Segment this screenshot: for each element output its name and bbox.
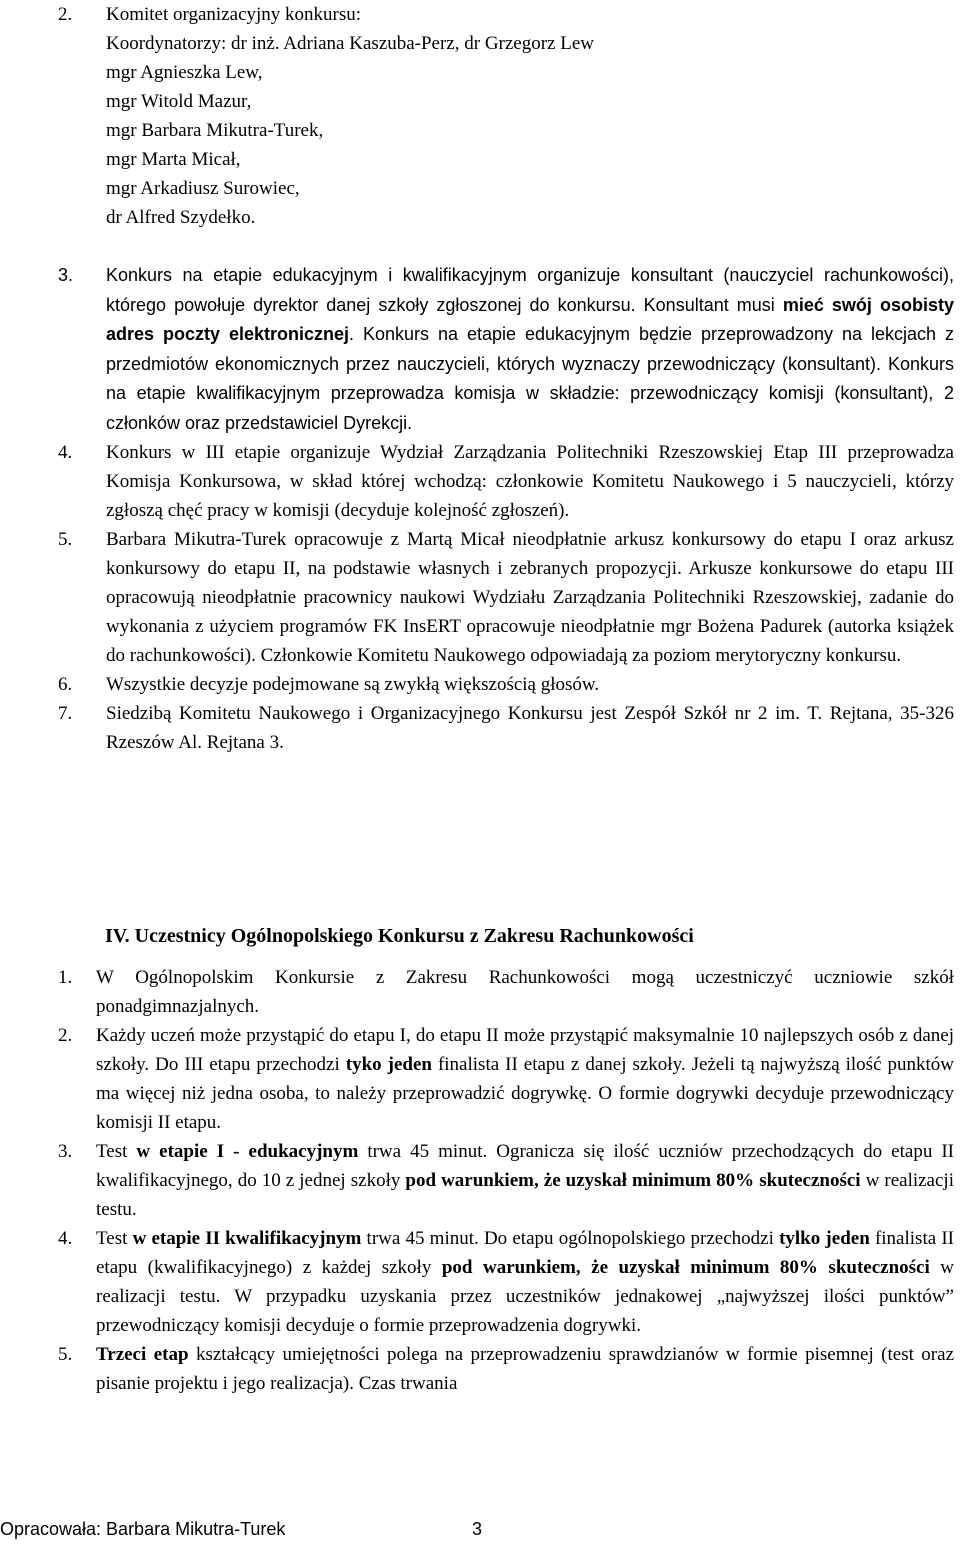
item-text bbox=[106, 261, 954, 438]
list-item-2 bbox=[58, 1021, 954, 1137]
text-run: finalista II etapu (kwalifikacyjnego) z każdej szkoły bbox=[96, 1228, 954, 1278]
item-text: Konkurs w III etapie organizuje Wydział Zarządzania Politechniki Rzeszowskiej Etap III przeprowadza Komisja Konkursowa, w skład której wchodzą: członkowie Komitetu Naukowego i 5 nauczycieli, którzy zgłoszą chęć pracy w komisji (decyduje kolejność zgłoszeń). bbox=[106, 442, 954, 521]
text-run: finalista II etapu z danej szkoły. Jeżeli tą najwyższą ilość punktów ma więcej niż jedna osoba, to należy przeprowadzić dogrywkę. O formie dogrywki decyduje przewodniczący komisji II etapu. bbox=[96, 1054, 954, 1133]
item-text bbox=[96, 1224, 954, 1340]
bold-run: pod warunkiem, że uzyskał minimum 80% skuteczności bbox=[441, 1257, 930, 1278]
item-number: 6. bbox=[58, 674, 73, 695]
committee-line: mgr Witold Mazur, bbox=[106, 91, 252, 112]
list-item-1 bbox=[58, 963, 954, 1021]
committee-line: mgr Arkadiusz Surowiec, bbox=[106, 178, 300, 199]
list-item-2 bbox=[58, 0, 954, 232]
bold-run: pod warunkiem, że uzyskał minimum 80% skuteczności bbox=[405, 1170, 861, 1191]
bold-run: w etapie I - edukacyjnym bbox=[136, 1141, 359, 1162]
text-run: Konkurs na etapie edukacyjnym i kwalifikacyjnym organizuje konsultant (nauczyciel rachunkowości), którego powołuje dyrektor danej szkoły zgłoszonej do konkursu. Konsultant musi bbox=[106, 265, 954, 315]
text-run: trwa 45 minut. Ogranicza się ilość uczniów przechodzących do etapu II kwalifikacyjnego, do 10 z jednej szkoły bbox=[96, 1141, 954, 1191]
bold-run: mieć swój osobisty adres poczty elektronicznej bbox=[106, 294, 954, 344]
item-number: 5. bbox=[58, 1344, 73, 1365]
item-number: 2. bbox=[58, 4, 73, 25]
item-number: 4. bbox=[58, 442, 73, 463]
item-text: Wszystkie decyzje podejmowane są zwykłą większością głosów. bbox=[106, 674, 600, 695]
item-text: Siedzibą Komitetu Naukowego i Organizacyjnego Konkursu jest Zespół Szkół nr 2 im. T. Rejtana, 35-326 Rzeszów Al. Rejtana 3. bbox=[106, 703, 954, 753]
item-text bbox=[96, 1340, 954, 1398]
committee-line: mgr Barbara Mikutra-Turek, bbox=[106, 120, 324, 141]
item-text: Barbara Mikutra-Turek opracowuje z Martą Micał nieodpłatnie arkusz konkursowy do etapu I oraz arkusz konkursowy do etapu II, na podstawie własnych i zebranych propozycji. Arkusze konkursowe do etapu III opracowują nieodpłatnie pracownicy naukowi Wydziału Zarządzania Politechniki Rzeszowskiej, zadanie do wykonania z użyciem programów FK InsERT opracowuje nieodpłatnie mgr Bożena Padurek (autorka książek do rachunkowości). Członkowie Komitetu Naukowego odpowiadają za poziom merytoryczny konkursu. bbox=[106, 529, 954, 666]
bold-run: Trzeci etap bbox=[96, 1344, 189, 1365]
text-run: w realizacji testu. bbox=[96, 1170, 954, 1220]
committee-line: mgr Agnieszka Lew, bbox=[106, 62, 263, 83]
text-run: Każdy uczeń może przystąpić do etapu I, do etapu II może przystąpić maksymalnie 10 najlepszych osób z danej szkoły. Do III etapu przechodzi bbox=[96, 1025, 954, 1075]
item-number: 3. bbox=[58, 265, 74, 285]
text-run: Test bbox=[96, 1141, 137, 1162]
item-number: 3. bbox=[58, 1141, 73, 1162]
organization-section bbox=[58, 0, 954, 757]
item-number: 7. bbox=[58, 703, 73, 724]
page-number: 3 bbox=[472, 1519, 483, 1539]
footer-author: Opracowała: Barbara Mikutra-Turek bbox=[0, 1519, 286, 1539]
text-run: trwa 45 minut. Do etapu ogólnopolskiego przechodzi bbox=[361, 1228, 780, 1249]
list-item-5 bbox=[58, 1340, 954, 1398]
bold-run: w etapie II kwalifikacyjnym bbox=[132, 1228, 362, 1249]
committee-line: Komitet organizacyjny konkursu: bbox=[106, 4, 362, 25]
list-item-6 bbox=[58, 670, 954, 699]
page-footer bbox=[0, 1519, 483, 1540]
committee-list bbox=[106, 0, 954, 232]
list-item-4 bbox=[58, 438, 954, 525]
text-run: kształcący umiejętności polega na przeprowadzeniu sprawdzianów w formie pisemnej (test oraz pisanie projektu i jego realizacja). Czas trwania bbox=[96, 1344, 955, 1394]
list-item-4 bbox=[58, 1224, 954, 1340]
section-heading: IV. Uczestnicy Ogólnopolskiego Konkursu z Zakresu Rachunkowości bbox=[105, 925, 694, 947]
list-item-3 bbox=[58, 261, 954, 438]
item-text: W Ogólnopolskim Konkursie z Zakresu Rachunkowości mogą uczestniczyć uczniowie szkół ponadgimnazjalnych. bbox=[96, 967, 954, 1017]
list-item-5 bbox=[58, 525, 954, 670]
list-item-3 bbox=[58, 1137, 954, 1224]
bold-run: tyko jeden bbox=[345, 1054, 432, 1075]
item-number: 2. bbox=[58, 1025, 73, 1046]
committee-line: Koordynatorzy: dr inż. Adriana Kaszuba-Perz, dr Grzegorz Lew bbox=[106, 33, 594, 54]
item-number: 5. bbox=[58, 529, 73, 550]
committee-line: dr Alfred Szydełko. bbox=[106, 207, 256, 228]
text-run: Test bbox=[96, 1228, 133, 1249]
text-run: w realizacji testu. W przypadku uzyskania przez uczestników jednakowej „najwyższej ilości punktów” przewodniczący komisji decyduje o formie przeprowadzenia dogrywki. bbox=[96, 1257, 954, 1336]
committee-line: mgr Marta Micał, bbox=[106, 149, 241, 170]
list-item-7 bbox=[58, 699, 954, 757]
item-text bbox=[96, 1137, 954, 1224]
participants-section bbox=[58, 963, 954, 1398]
item-text bbox=[96, 1021, 954, 1137]
item-number: 4. bbox=[58, 1228, 73, 1249]
item-number: 1. bbox=[58, 967, 73, 988]
bold-run: tylko jeden bbox=[779, 1228, 870, 1249]
text-run: . Konkurs na etapie edukacyjnym będzie przeprowadzony na lekcjach z przedmiotów ekonomicznych przez nauczycieli, których wyznaczy przewodniczący (konsultant). Konkurs na etapie kwalifikacyjnym przeprowadza komisja w składzie: przewodniczący komisji (konsultant), 2 członków oraz przedstawiciel Dyrekcji. bbox=[106, 324, 954, 433]
